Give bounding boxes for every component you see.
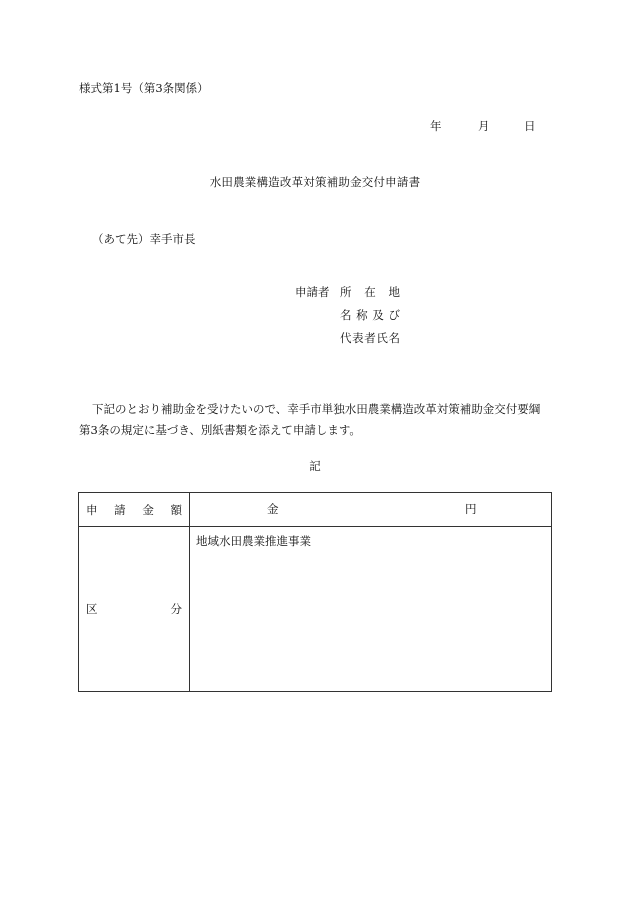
body-text-line-2: 第3条の規定に基づき、別紙書類を添えて申請します。 (79, 423, 361, 437)
applicant-representative-label: 代 表 者 氏 名 (340, 331, 400, 345)
form-number: 様式第1号（第3条関係） (79, 81, 209, 95)
body-text-line-1: 下記のとおり補助金を受けたいので、幸手市単独水田農業構造改革対策補助金交付要綱 (92, 402, 541, 416)
table-row (79, 493, 552, 527)
addressee: （あて先）幸手市長 (92, 232, 196, 246)
amount-yen-label: 円 (465, 502, 477, 516)
applicant-label: 申請者 (295, 285, 330, 299)
amount-value-cell[interactable] (190, 493, 552, 527)
date-month-label: 月 (478, 119, 490, 133)
category-value-cell (190, 527, 552, 692)
applicant-address-label: 所 在 地 (340, 285, 400, 299)
category-label-cell: 区 分 (79, 527, 190, 692)
ki-label: 記 (309, 459, 321, 473)
date-year-label: 年 (430, 119, 442, 133)
document-title: 水田農業構造改革対策補助金交付申請書 (209, 175, 421, 189)
table-row (79, 527, 552, 692)
category-value: 地域水田農業推進事業 (196, 534, 311, 548)
date-day-label: 日 (524, 119, 536, 133)
application-table (78, 492, 552, 692)
amount-label-cell: 申 請 金 額 (79, 493, 190, 527)
applicant-name-label: 名 称 及 び (340, 308, 400, 322)
amount-kin-label: 金 (267, 502, 279, 516)
